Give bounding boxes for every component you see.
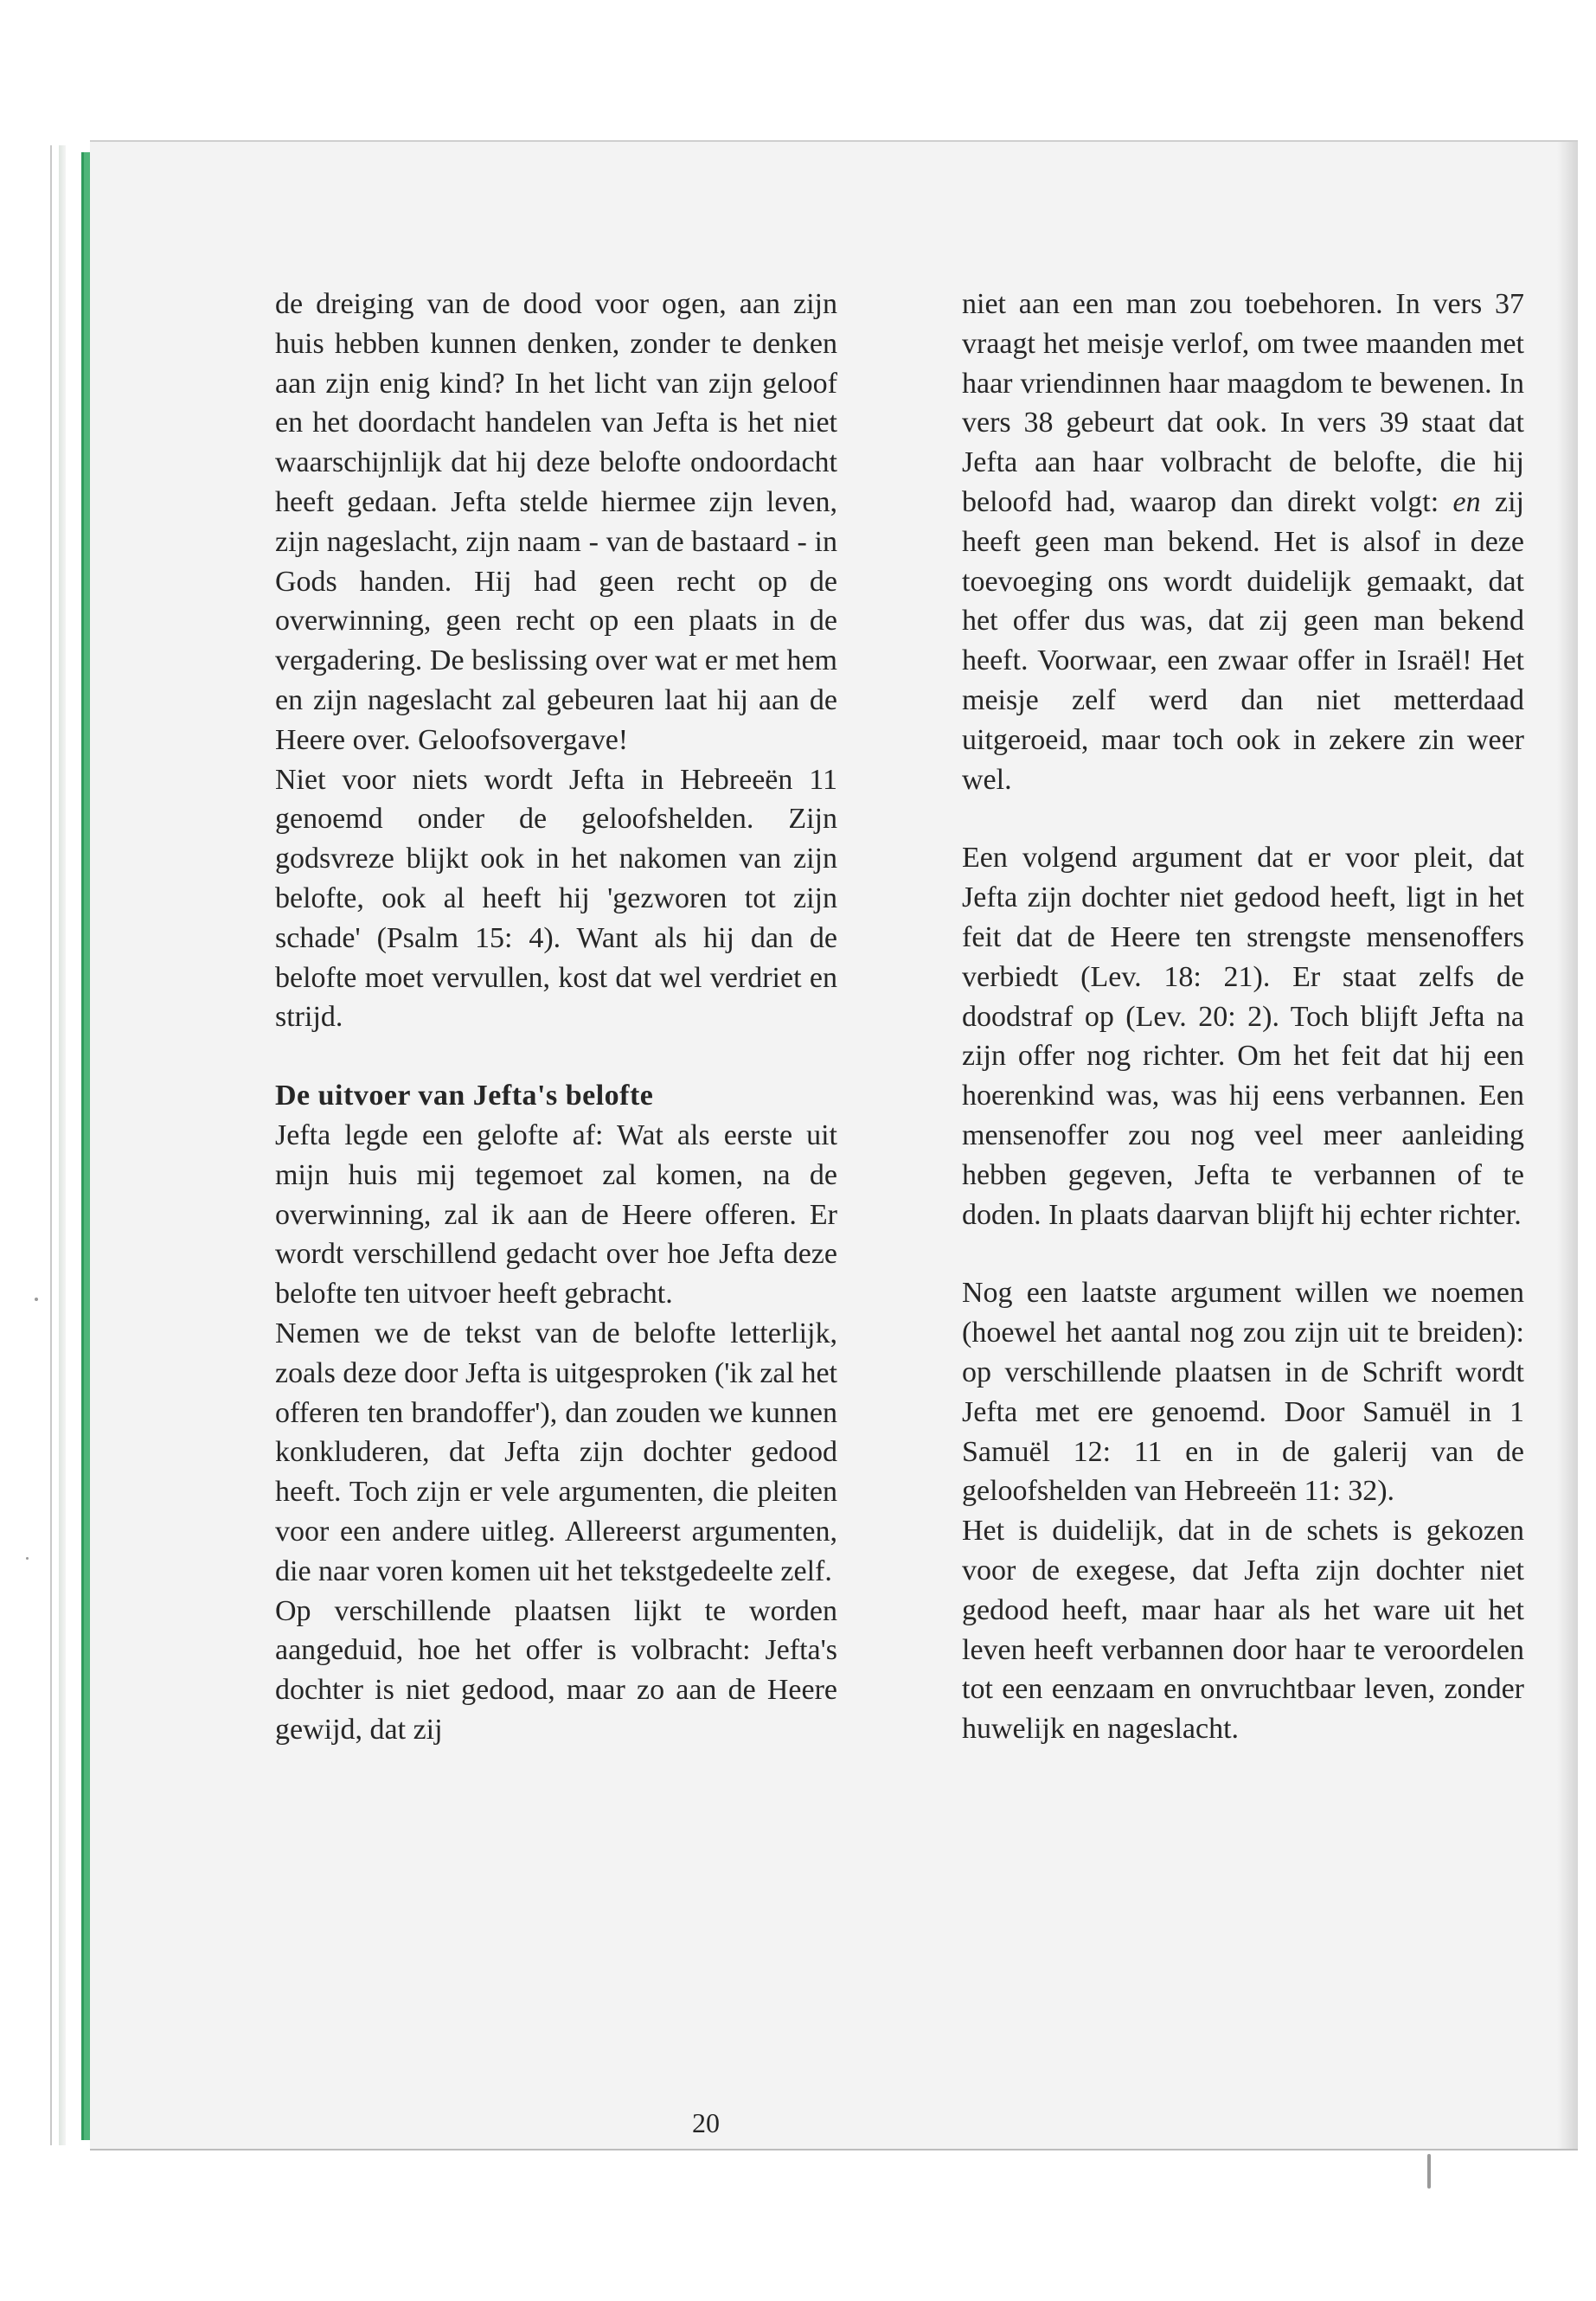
paragraph-text: niet aan een man zou toebehoren. In vers 37 vraagt het meisje verlof, om twee maanden met haar vriendinnen haar maagdom te bewenen. In vers 38 gebeurt dat ook. In vers 39 staat dat Jefta aan haar volbracht de belofte, die hij beloofd had, waarop dan direkt volgt: xyxy=(962,288,1524,518)
paragraph: de dreiging van de dood voor ogen, aan zijn huis hebben kunnen denken, zonder te denken aan zijn enig kind? In het licht van zijn geloof en het doordacht handelen van Jefta is het niet waarschijnlijk dat hij deze belofte ondoordacht heeft gedaan. Jefta stelde hiermee zijn leven, zijn nageslacht, zijn naam - van de bastaard - in Gods handen. Hij had geen recht op de overwinning, geen recht op een plaats in de vergadering. De beslissing over wat er met hem en zijn nageslacht zal gebeuren laat hij aan de Heere over. Geloofsovergave! xyxy=(275,288,837,756)
right-column xyxy=(962,285,1524,1749)
section-heading: De uitvoer van Jefta's belofte xyxy=(275,1080,654,1112)
paragraph: Nog een laatste argument willen we noemen (hoewel het aantal nog zou zijn uit te breiden): op verschillende plaatsen in de Schrift wordt Jefta met ere genoemd. Door Samuël in 1 Samuël 12: 11 en in de galerij van de geloofshelden van Hebreeën 11: 32). xyxy=(962,1277,1524,1508)
paragraph: Jefta legde een gelofte af: Wat als eerste uit mijn huis mij tegemoet zal komen, na de overwinning, zal ik aan de Heere offeren. Er wordt verschillend gedacht over hoe Jefta deze belofte ten uitvoer heeft gebracht. xyxy=(275,1118,837,1311)
paragraph: Op verschillende plaatsen lijkt te worden aangeduid, hoe het offer is volbracht: Jefta's dochter is niet gedood, maar zo aan de Heere gewijd, dat zij xyxy=(275,1594,837,1746)
scan-speck xyxy=(1427,2154,1431,2189)
book-page xyxy=(90,140,1578,2150)
paragraph: Een volgend argument dat er voor pleit, dat Jefta zijn dochter niet gedood heeft, ligt in het feit dat de Heere ten strengste mensenoffers verbiedt (Lev. 18: 21). Er staat zelfs de doodstraf op (Lev. 20: 2). Toch blijft Jefta na zijn offer nog richter. Om het feit dat hij een hoerenkind was, was hij eens verbannen. Een mensenoffer zou nog veel meer aanleiding hebben gegeven, Jefta te verbannen of te doden. In plaats daarvan blijft hij echter richter. xyxy=(962,842,1524,1231)
scan-speck xyxy=(26,1557,29,1560)
italic-word: en xyxy=(1452,485,1481,518)
paragraph-text: zij heeft geen man bekend. Het is alsof in deze toevoeging ons wordt duidelijk gemaakt, dat het offer dus was, dat zij geen man bekend heeft. Voorwaar, een zwaar offer in Israël! Het meisje zelf werd dan niet metterdaad uitgeroeid, maar toch ook in zekere zin weer wel. xyxy=(962,485,1525,796)
paragraph: Niet voor niets wordt Jefta in Hebreeën 11 genoemd onder de geloofshelden. Zijn godsvreze blijkt ook in het nakomen van zijn belofte, ook al heeft hij 'gezworen tot zijn schade' (Psalm 15: 4). Want als hij dan de belofte moet vervullen, kost dat wel verdriet en strijd. xyxy=(275,763,837,1034)
paragraph: Nemen we de tekst van de belofte letterlijk, zoals deze door Jefta is uitgesproken ('ik zal het offeren ten brandoffer'), dan zouden we kunnen konkluderen, dat Jefta zijn dochter gedood heeft. Toch zijn er vele argumenten, die pleiten voor een andere uitleg. Allereerst argumenten, die naar voren komen uit het tekstgedeelte zelf. xyxy=(275,1317,838,1587)
paragraph: Het is duidelijk, dat in de schets is gekozen voor de exegese, dat Jefta zijn dochter niet gedood heeft, maar haar als het ware uit het leven heeft verbannen door haar te veroordelen tot een eenzaam en onvruchtbaar leven, zonder huwelijk en nageslacht. xyxy=(962,1515,1524,1746)
left-column xyxy=(275,285,837,1750)
scan-speck xyxy=(35,1298,38,1301)
page-number-text: 20 xyxy=(692,2107,720,2138)
page-number xyxy=(90,2107,1578,2139)
page-shadow xyxy=(1557,142,1578,2149)
paragraph xyxy=(962,285,1524,799)
